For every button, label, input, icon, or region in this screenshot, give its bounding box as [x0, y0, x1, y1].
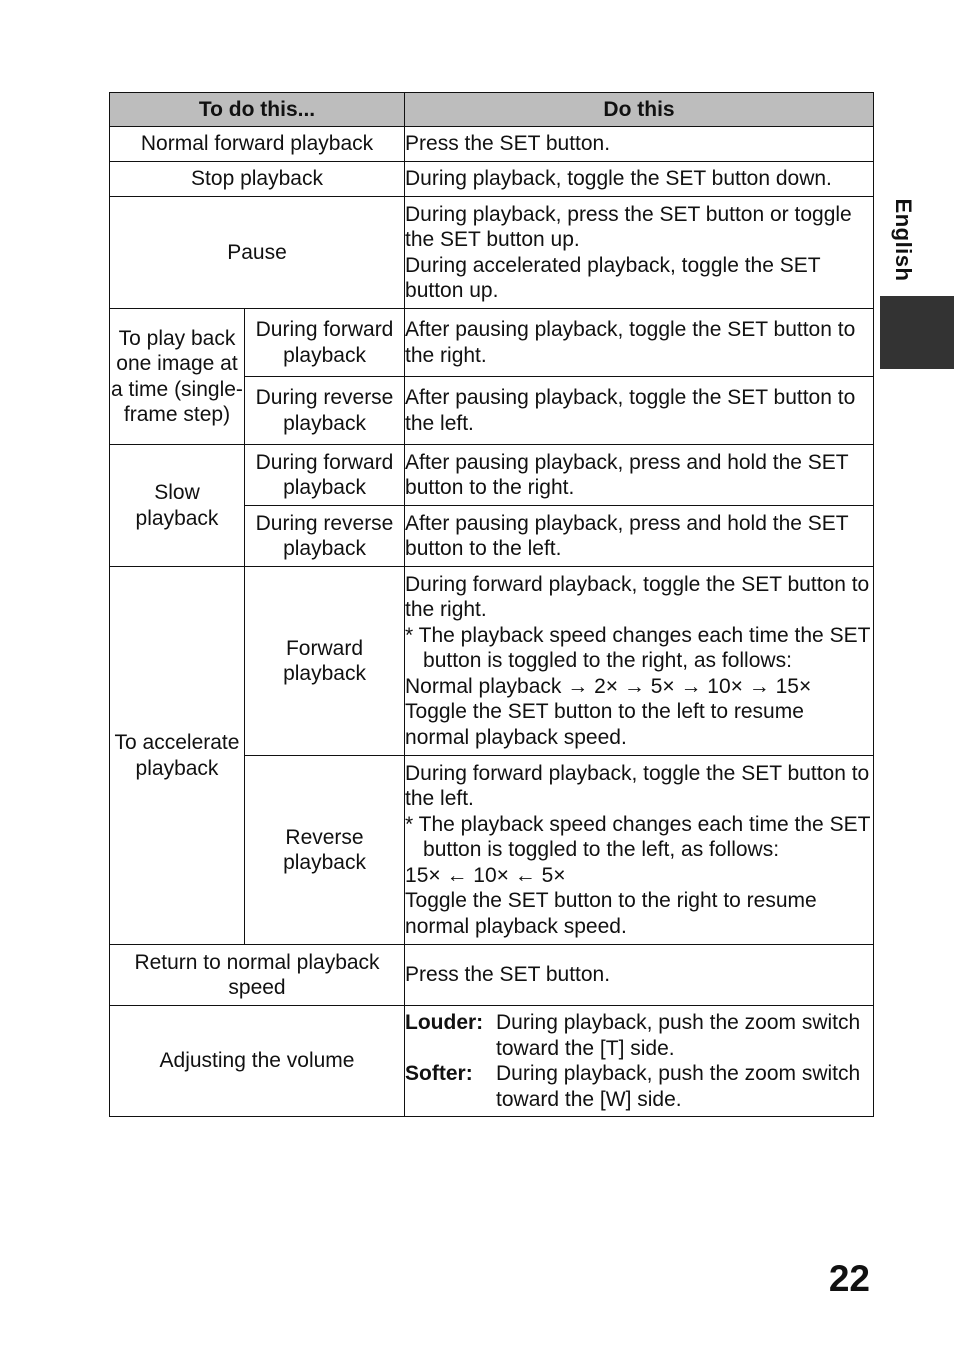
language-tab — [880, 296, 954, 369]
header-do-this: Do this — [405, 93, 874, 127]
table-row — [110, 1006, 874, 1117]
volume-louder-term: Louder: — [405, 1011, 484, 1034]
language-label: English — [891, 198, 916, 282]
sub-label: During reverse playback — [245, 506, 405, 567]
volume-louder-desc: During playback, push the zoom switch toward the [T] side. — [496, 1011, 861, 1060]
accel-forward-action: During forward playback, toggle the SET button to the right. — [405, 572, 870, 622]
table-row — [110, 309, 874, 377]
table-row — [110, 567, 874, 756]
row-action: Press the SET button. — [405, 945, 874, 1006]
row-action: Press the SET button. — [405, 127, 874, 162]
accel-forward-sequence: Normal playback → 2× → 5× → 10× → 15× — [405, 674, 812, 698]
single-step-label: To play back one image at a time (single-frame step) — [110, 309, 245, 445]
row-action: After pausing playback, toggle the SET button to the right. — [405, 309, 874, 377]
slow-playback-label: Slow playback — [110, 445, 245, 567]
accelerate-label: To accelerate playback — [110, 567, 245, 945]
table-header-row — [110, 93, 874, 127]
row-action — [405, 567, 874, 756]
volume-softer — [405, 1061, 873, 1112]
sub-label: Reverse playback — [245, 756, 405, 945]
table-row — [110, 162, 874, 197]
pause-action-line: During accelerated playback, toggle the SET button up. — [405, 253, 821, 302]
accel-reverse-note: * The playback speed changes each time the SET button is toggled to the left, as follows: — [405, 812, 871, 862]
accel-forward-resume: Toggle the SET button to the left to resume normal playback speed. — [405, 700, 804, 749]
row-label: Adjusting the volume — [110, 1006, 405, 1117]
row-action: After pausing playback, press and hold the SET button to the left. — [405, 506, 874, 567]
row-action — [405, 197, 874, 309]
table-row — [110, 945, 874, 1006]
sub-label: Forward playback — [245, 567, 405, 756]
row-label: Return to normal playback speed — [110, 945, 405, 1006]
row-action — [405, 1006, 874, 1117]
volume-softer-desc: During playback, push the zoom switch toward the [W] side. — [496, 1062, 861, 1111]
row-action: After pausing playback, press and hold the SET button to the right. — [405, 445, 874, 506]
volume-louder — [405, 1010, 873, 1061]
header-to-do-this: To do this... — [110, 93, 405, 127]
sub-label: During reverse playback — [245, 377, 405, 445]
row-label: Pause — [110, 197, 405, 309]
playback-operations-table — [109, 92, 874, 1117]
table-row — [110, 445, 874, 506]
row-action — [405, 756, 874, 945]
row-action: After pausing playback, toggle the SET button to the left. — [405, 377, 874, 445]
page-number: 22 — [828, 1258, 870, 1299]
row-label: Normal forward playback — [110, 127, 405, 162]
volume-softer-term: Softer: — [405, 1062, 473, 1085]
accel-forward-note: * The playback speed changes each time the SET button is toggled to the right, as follows: — [405, 623, 871, 673]
table-row — [110, 197, 874, 309]
sub-label: During forward playback — [245, 445, 405, 506]
accel-reverse-resume: Toggle the SET button to the right to resume normal playback speed. — [405, 889, 817, 938]
pause-action-line: During playback, press the SET button or toggle the SET button up. — [405, 202, 852, 251]
row-action: During playback, toggle the SET button down. — [405, 162, 874, 197]
sub-label: During forward playback — [245, 309, 405, 377]
accel-reverse-sequence: 15× ← 10× ← 5× — [405, 863, 566, 887]
accel-reverse-action: During forward playback, toggle the SET button to the left. — [405, 761, 870, 811]
row-label: Stop playback — [110, 162, 405, 197]
table-row — [110, 127, 874, 162]
